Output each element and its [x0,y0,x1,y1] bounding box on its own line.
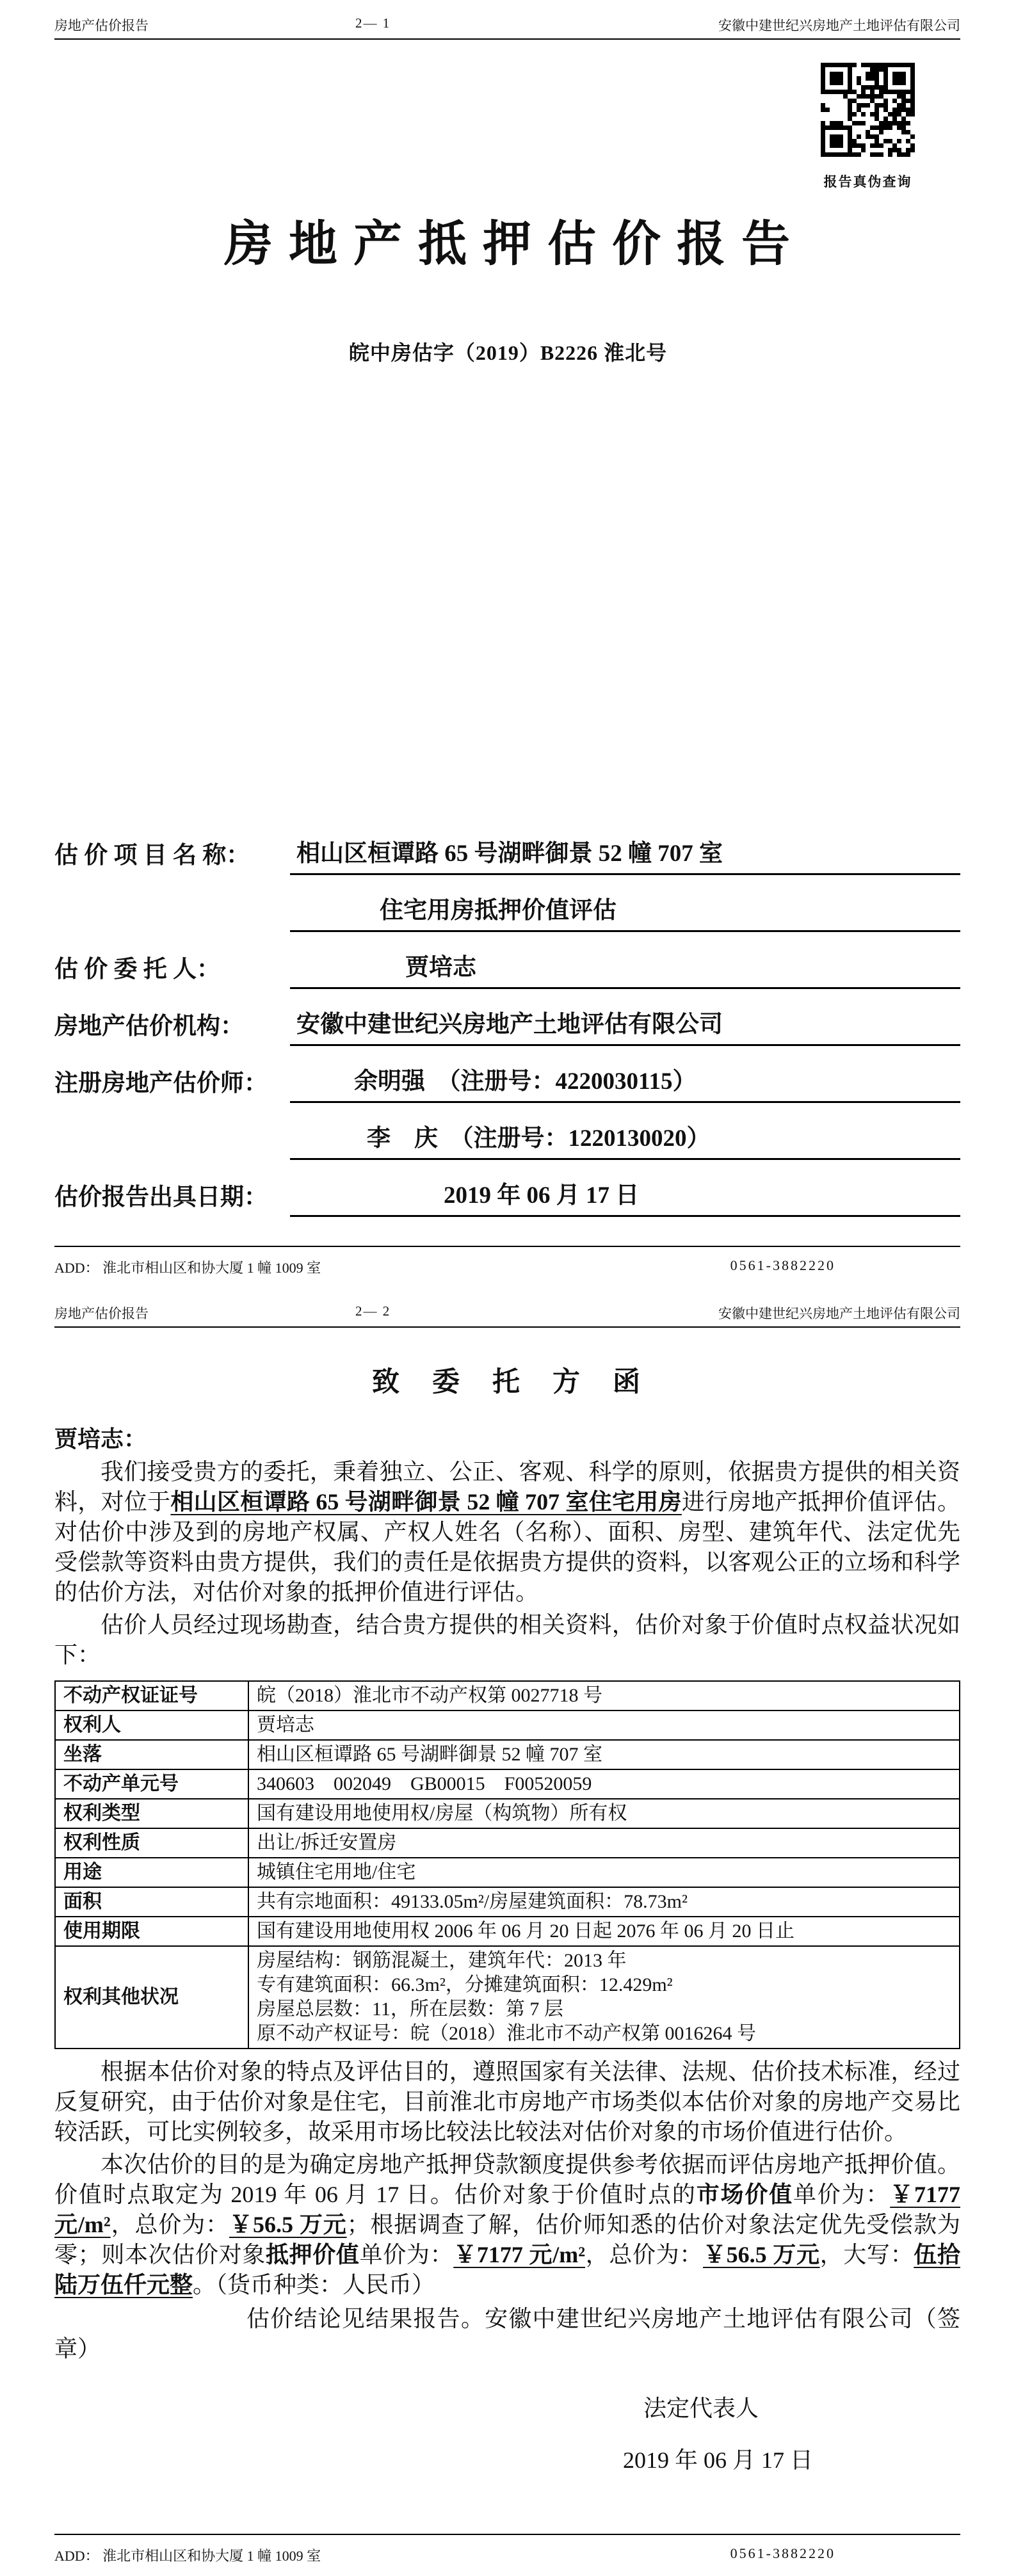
intro-text: 进行房地产抵押价值评估。对估价中涉及到的房地产权属、产权人姓名（名称）、面积、房型、建筑年代、法定优先受偿款等资料由贵方提供，我们的责任是依据贵方提供的资料，以客观公正的立场和科学的估价方法，对估价对象的抵押价值进行评估。 [54,1489,960,1605]
form-row-project-2 [54,875,960,932]
total-price-value: ￥56.5 万元 [229,2212,347,2237]
paragraph-conclusion [54,2150,960,2300]
paragraph-intro [54,1457,960,1607]
paragraph-survey: 估价人员经过现场勘查，结合贵方提供的相关资料，估价对象于价值时点权益状况如下： [54,1612,960,1668]
footer-phone: 0561-3882220 [730,2545,835,2561]
conclusion-text: ，大写： [819,2242,914,2267]
row-value: 国有建设用地使用权/房屋（构筑物）所有权 [248,1799,960,1828]
page-1-footer [54,1246,960,1277]
paragraph-result: 估价结论见结果报告。安徽中建世纪兴房地产土地评估有限公司（签章） [54,2306,960,2362]
rights-table [54,1680,960,2049]
cover-form [54,818,960,1217]
field-value: 相山区桓谭路 65 号湖畔御景 52 幢 707 室 [290,833,960,875]
report-number: 皖中房估字（2019）B2226 淮北号 [348,341,668,364]
row-label: 权利其他状况 [55,1946,248,2049]
conclusion-text: 。（货币种类：人民币） [193,2272,435,2298]
row-value: 相山区桓谭路 65 号湖畔御景 52 幢 707 室 [248,1740,960,1769]
row-value-line: 房屋结构：钢筋混凝土，建筑年代：2013 年 [257,1950,627,1971]
table-row [55,1769,960,1799]
row-value: 340603 002049 GB00015 F00520059 [248,1769,960,1799]
row-value: 国有建设用地使用权 2006 年 06 月 20 日起 2076 年 06 月 20 日止 [248,1917,960,1946]
market-value-term: 市场价值 [696,2182,793,2207]
row-value: 共有宗地面积：49133.05m²/房屋建筑面积：78.73m² [248,1887,960,1917]
row-value: 皖（2018）淮北市不动产权第 0027718 号 [248,1681,960,1711]
unit-price-value: ￥7177 元/m² [54,2182,960,2237]
table-row [55,1828,960,1858]
letter-body [54,1349,960,2475]
row-value-line: 房屋总层数：11，所在层数：第 7 层 [257,1999,563,2020]
row-label: 不动产权证证号 [55,1681,248,1711]
row-label: 权利人 [55,1711,248,1740]
field-value: 住宅用房抵押价值评估 [290,890,960,932]
field-value: 贾培志 [290,947,960,989]
header-rule [54,38,960,40]
legal-rep-label: 法定代表人 [643,2395,759,2421]
table-row [55,1711,960,1740]
conclusion-text: 单价为： [793,2182,891,2207]
row-label: 面积 [55,1887,248,1917]
row-value: 贾培志 [248,1711,960,1740]
header-rule [54,1326,960,1328]
field-label: 房地产估价机构： [54,1013,244,1040]
qr-caption: 报告真伪查询 [823,174,912,189]
field-label [54,1155,290,1160]
conclusion-text: 单价为： [359,2242,454,2267]
table-row [55,1681,960,1711]
header-company-name: 安徽中建世纪兴房地产土地评估有限公司 [718,1306,960,1321]
conclusion-text: ；根据调查了解，估价师知悉的估价对象法定优先受偿款为零；则本次估价对象 [54,2212,960,2267]
page-2-footer [54,2534,960,2565]
row-label: 权利性质 [55,1828,248,1858]
footer-address: ADD： 淮北市相山区和协大厦 1 幢 1009 室 [54,1260,321,1276]
field-label [54,927,290,932]
table-row [55,1799,960,1828]
field-label: 估 价 项 目 名 称： [54,842,250,869]
mortgage-unit-price: ￥7177 元/m² [453,2242,585,2267]
footer-address: ADD： 淮北市相山区和协大厦 1 幢 1009 室 [54,2548,321,2564]
form-row-issue-date [54,1160,960,1217]
salutation: 贾培志： [54,1426,147,1452]
header-page-number: 2— 1 [355,15,391,31]
field-label: 注册房地产估价师： [54,1070,268,1097]
form-row-client [54,932,960,989]
row-label: 不动产单元号 [55,1769,248,1799]
table-row [55,1946,960,2049]
field-label: 估价报告出具日期： [54,1184,268,1211]
field-value: 安徽中建世纪兴房地产土地评估有限公司 [290,1004,960,1046]
row-label: 用途 [55,1858,248,1887]
row-value-line: 原不动产权证号：皖（2018）淮北市不动产权第 0016264 号 [257,2023,756,2044]
conclusion-text: ，总价为： [110,2212,230,2237]
header-page-number: 2— 2 [355,1303,391,1319]
row-value: 城镇住宅用地/住宅 [248,1858,960,1887]
row-value [248,1946,960,2049]
report-date: 2019 年 06 月 17 日 [623,2447,814,2473]
paragraph-method: 根据本估价对象的特点及评估目的，遵照国家有关法律、法规、估价技术标准，经过反复研究，由于估价对象是住宅，目前淮北市房地产市场类似本估价对象的房地产交易比较活跃，可比实例较多，故采用市场比较法比较法对估价对象的市场价值进行估价。 [54,2059,960,2145]
row-label: 使用期限 [55,1917,248,1946]
form-row-appraiser-1 [54,1046,960,1103]
row-value: 出让/拆迁安置房 [248,1828,960,1858]
table-row [55,1887,960,1917]
row-label: 权利类型 [55,1799,248,1828]
table-row [55,1917,960,1946]
page-2 [0,1288,1016,2576]
mortgage-total-price: ￥56.5 万元 [702,2242,820,2267]
row-label: 坐落 [55,1740,248,1769]
page-2-header [54,1303,960,1325]
qr-code [821,63,915,157]
field-value: 李 庆 （注册号：1220130020） [290,1118,960,1160]
field-label: 估 价 委 托 人： [54,956,220,983]
amount-in-words: 伍拾陆万伍仟元整 [54,2242,960,2298]
form-row-project [54,818,960,875]
conclusion-text: ，总价为： [585,2242,703,2267]
field-value: 余明强 （注册号：4220030115） [290,1061,960,1103]
header-doc-type: 房地产估价报告 [54,18,149,33]
conclusion-text: 本次估价的目的是为确定房地产抵押贷款额度提供参考依据而评估房地产抵押价值。价值时点取定为 2019 年 06 月 17 日。估价对象于价值时点的 [54,2152,960,2207]
row-value-line: 专有建筑面积：66.3m²，分摊建筑面积：12.429m² [257,1974,673,1995]
form-row-agency [54,989,960,1046]
letter-title: 致 委 托 方 函 [372,1367,643,1397]
table-row [55,1858,960,1887]
mortgage-value-term: 抵押价值 [265,2242,360,2267]
report-title: 房 地 产 抵 押 估 价 报 告 [224,218,792,271]
form-row-appraiser-2 [54,1103,960,1160]
subject-property: 相山区桓谭路 65 号湖畔御景 52 幢 707 室住宅用房 [170,1489,682,1515]
header-doc-type: 房地产估价报告 [54,1306,149,1321]
intro-text: 我们接受贵方的委托，秉着独立、公正、客观、科学的原则，依据贵方提供的相关资料，对位于 [54,1459,960,1515]
table-row [55,1740,960,1769]
footer-phone: 0561-3882220 [730,1257,835,1273]
field-value: 2019 年 06 月 17 日 [290,1175,960,1217]
page-1-header [54,15,960,37]
header-company-name: 安徽中建世纪兴房地产土地评估有限公司 [718,18,960,33]
